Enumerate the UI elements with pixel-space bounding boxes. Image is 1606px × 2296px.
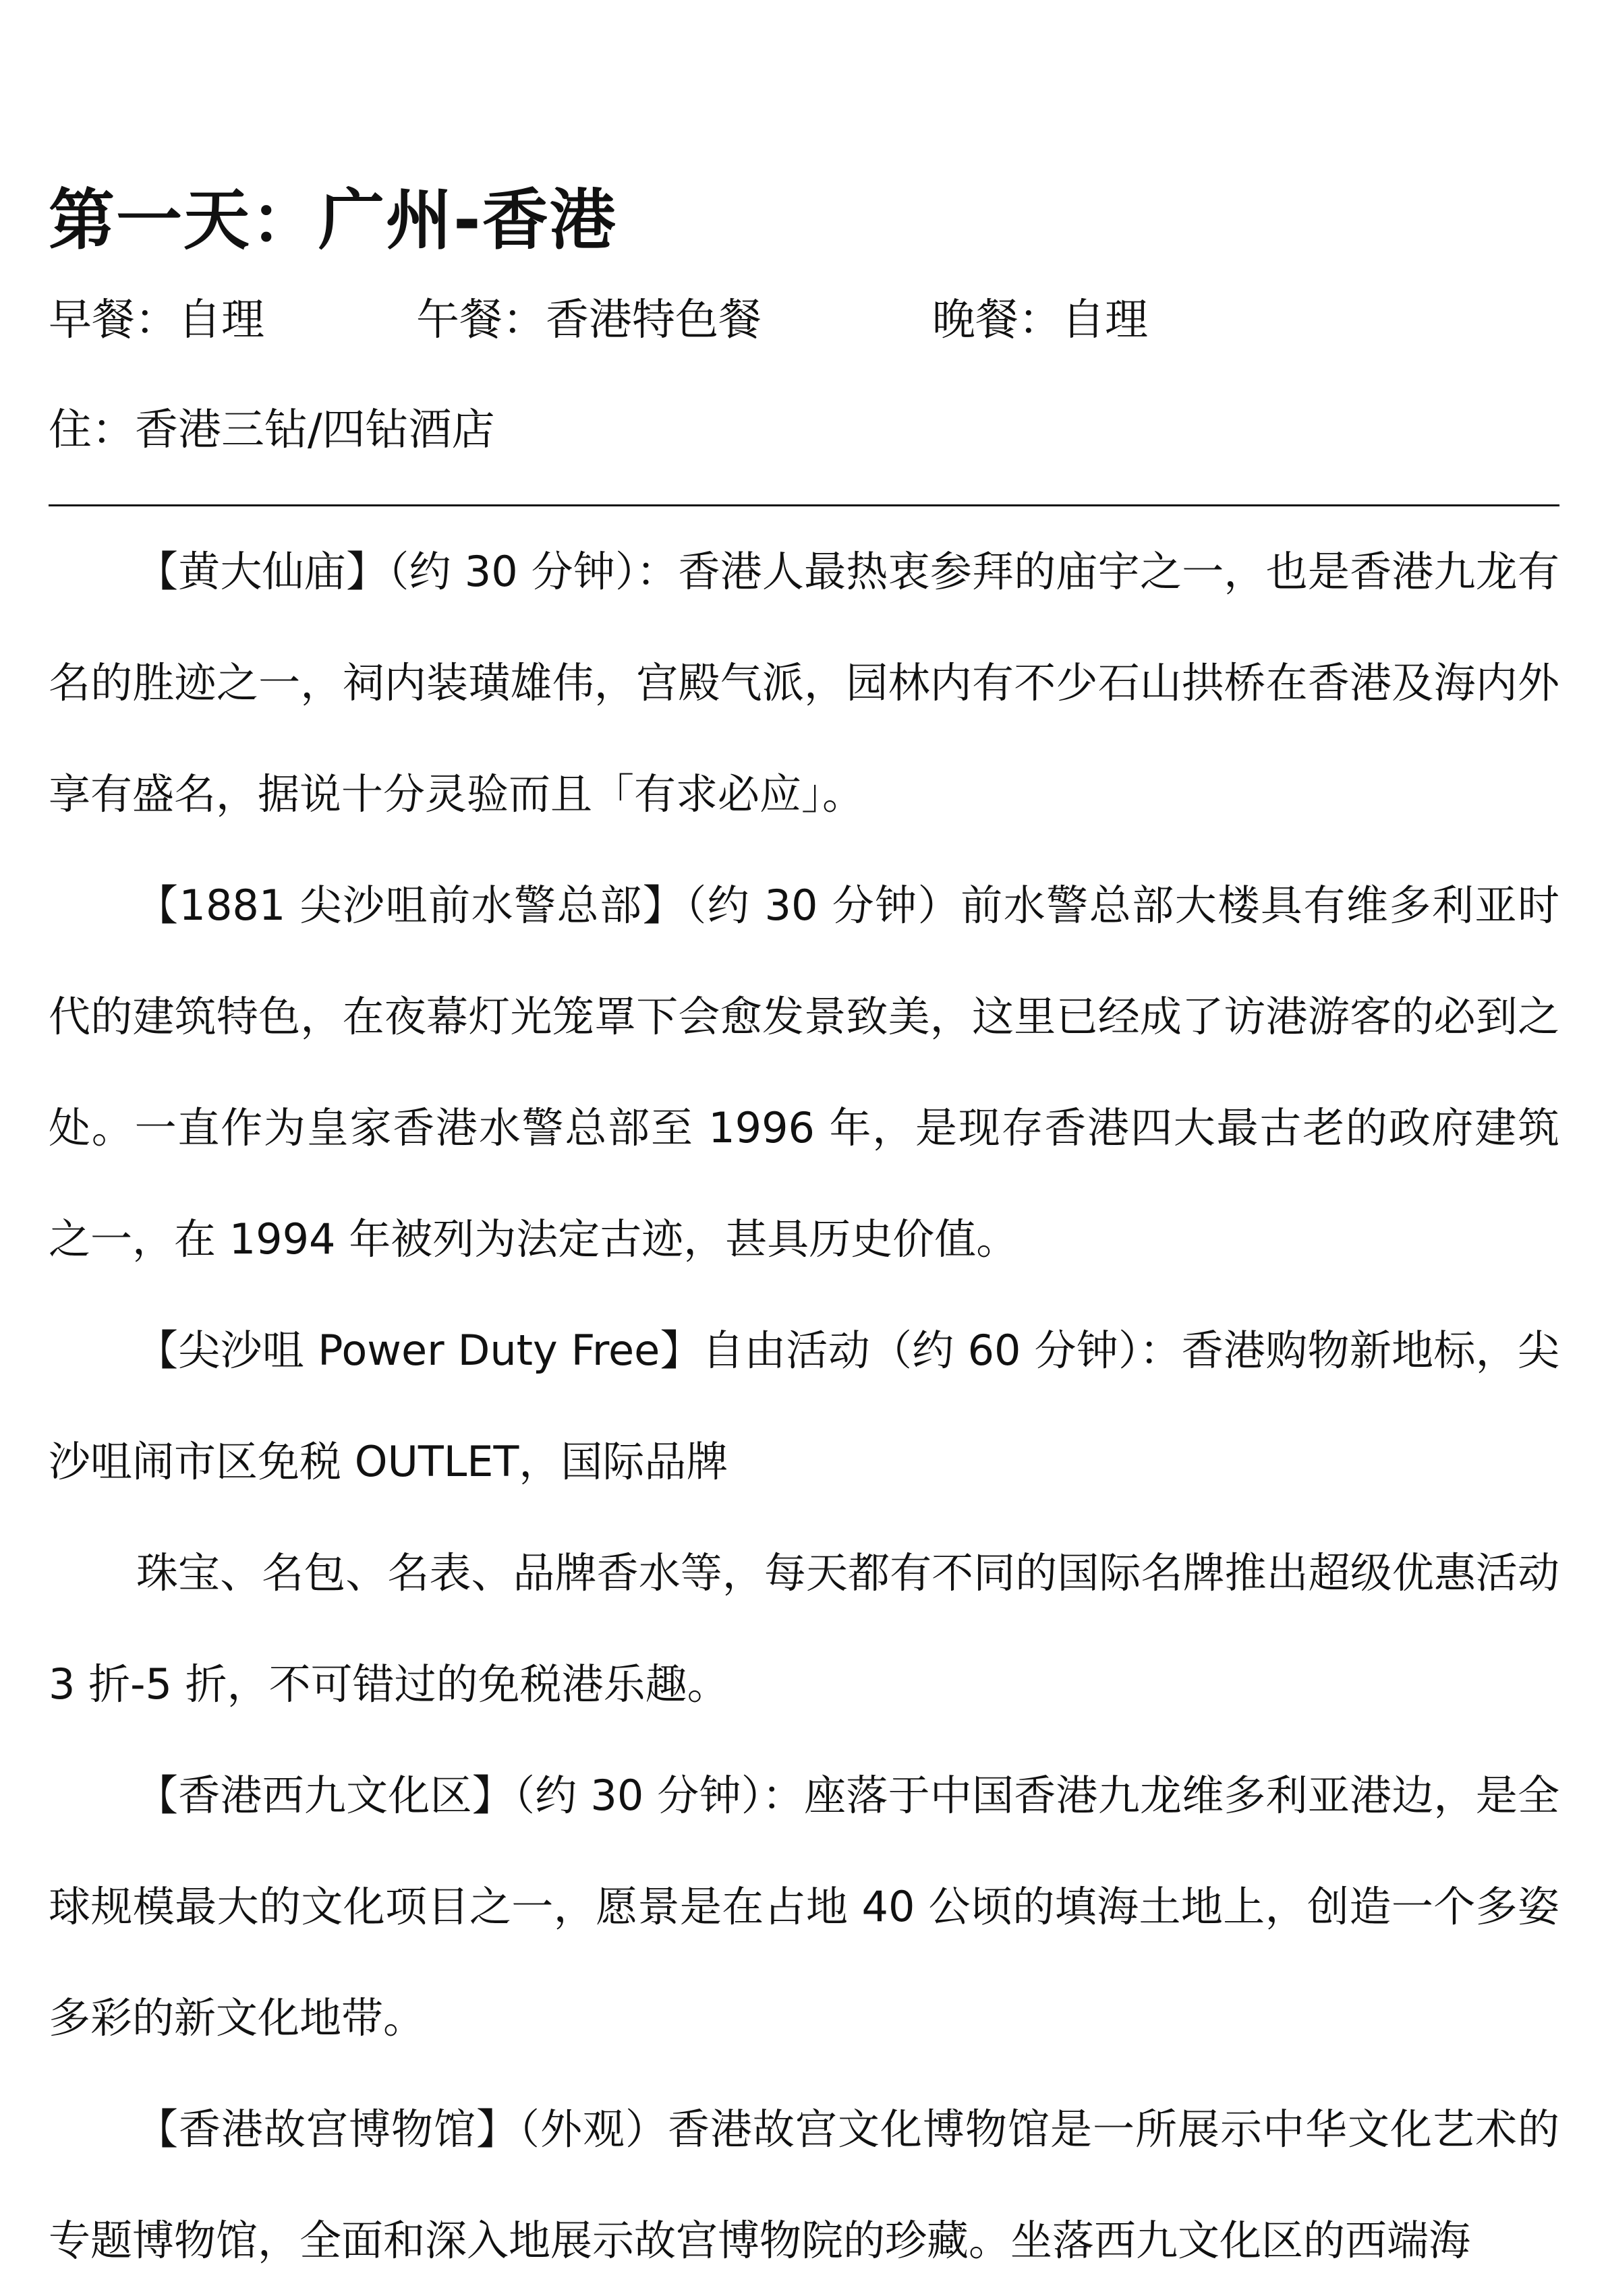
paragraph-palace-museum: 【香港故宫博物馆】（外观）香港故宫文化博物馆是一所展示中华文化艺术的专题博物馆，全面和深入地展示故宫博物院的珍藏。坐落西九文化区的西端海 — [49, 2104, 1559, 2265]
paragraph-wong-tai-sin: 【黄大仙庙】（约 30 分钟）：香港人最热衷参拜的庙宇之一，也是香港九龙有名的胜迹之一，祠内装璜雄伟，宫殿气派，园林内有不少石山拱桥在香港及海内外享有盛名，据说十分灵验而且「有求必应」。 — [49, 547, 1559, 819]
paragraph-power-duty-free: 【尖沙咀 Power Duty Free】自由活动（约 60 分钟）：香港购物新地标，尖沙咀闹市区免税 OUTLET，国际品牌 — [49, 1326, 1559, 1486]
divider-line — [49, 504, 1559, 506]
day-title: 第一天：广州-香港 — [49, 182, 617, 259]
itinerary-body — [49, 516, 1559, 2296]
meal-breakfast: 早餐：自理 — [49, 295, 264, 345]
paragraph-west-kowloon: 【香港西九文化区】（约 30 分钟）：座落于中国香港九龙维多利亚港边，是全球规模最大的文化项目之一，愿景是在占地 40 公顷的填海土地上，创造一个多姿多彩的新文化地带。 — [49, 1771, 1559, 2042]
document-page — [49, 0, 1559, 2270]
paragraph-1881-heritage: 【1881 尖沙咀前水警总部】（约 30 分钟）前水警总部大楼具有维多利亚时代的建筑特色，在夜幕灯光笼罩下会愈发景致美，这里已经成了访港游客的必到之处。一直作为皇家香港水警总部至 1996 年，是现存香港四大最古老的政府建筑之一，在 1994 年被列为法定古迹，甚具历史价值。 — [49, 881, 1559, 1264]
paragraph-duty-free-details: 珠宝、名包、名表、品牌香水等，每天都有不同的国际名牌推出超级优惠活动 3 折-5 折，不可错过的免税港乐趣。 — [49, 1548, 1559, 1709]
meals-row — [49, 287, 1559, 354]
meal-dinner: 晚餐：自理 — [932, 295, 1148, 345]
hotel-info: 住：香港三钻/四钻酒店 — [49, 405, 495, 455]
meal-lunch: 午餐：香港特色餐 — [416, 295, 762, 345]
